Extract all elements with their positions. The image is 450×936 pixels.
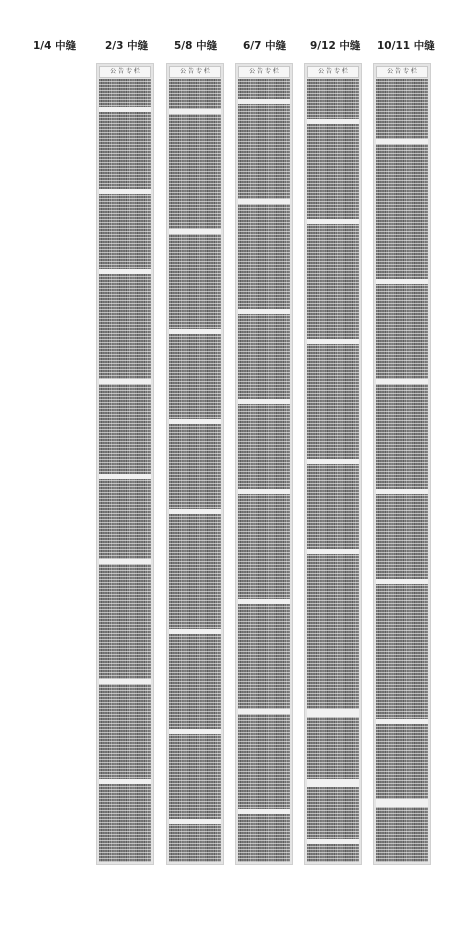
column-5-8 xyxy=(166,63,224,865)
column-2-3 xyxy=(96,63,154,865)
column-text-block xyxy=(238,79,290,862)
label-2-3: 2/3 中缝 xyxy=(105,40,149,52)
column-header: 公 告 专 栏 xyxy=(99,66,151,78)
column-header: 公 告 专 栏 xyxy=(376,66,428,78)
label-5-8: 5/8 中缝 xyxy=(174,40,218,52)
label-1-4: 1/4 中缝 xyxy=(33,40,77,52)
label-6-7: 6/7 中缝 xyxy=(243,40,287,52)
column-header: 公 告 专 栏 xyxy=(169,66,221,78)
column-header: 公 告 专 栏 xyxy=(307,66,359,78)
column-text-block xyxy=(99,79,151,862)
column-10-11 xyxy=(373,63,431,865)
label-9-12: 9/12 中缝 xyxy=(310,40,361,52)
column-9-12 xyxy=(304,63,362,865)
label-10-11: 10/11 中缝 xyxy=(377,40,435,52)
column-text-block xyxy=(169,79,221,862)
column-6-7 xyxy=(235,63,293,865)
column-text-block xyxy=(376,79,428,862)
column-text-block xyxy=(307,79,359,862)
column-header: 公 告 专 栏 xyxy=(238,66,290,78)
